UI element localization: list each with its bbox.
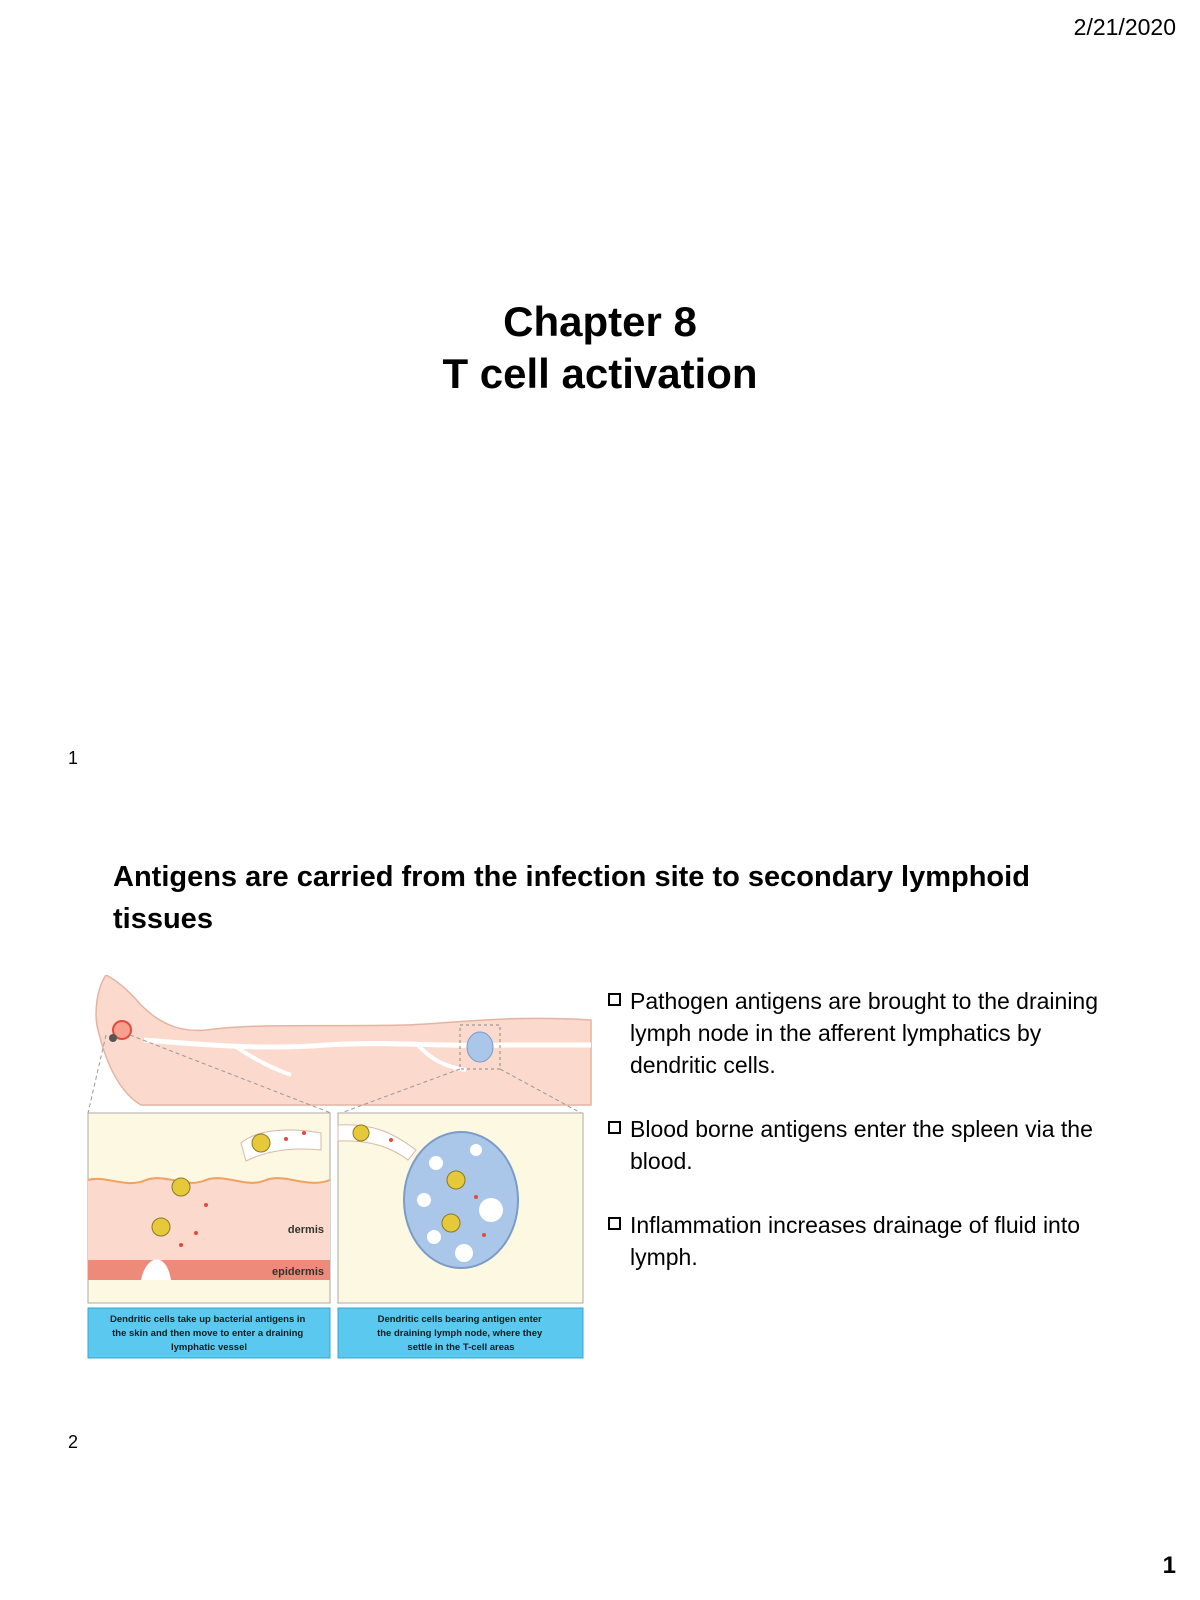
bullet-list [608, 985, 1108, 1305]
bullet-text: Pathogen antigens are brought to the draining lymph node in the afferent lymphatics by dendritic cells. [630, 988, 1099, 1078]
bullet-item [608, 1113, 1108, 1177]
caption-left-line: lymphatic vessel [170, 1342, 248, 1353]
lymph-node-small-icon [467, 1032, 493, 1062]
slide2-title: Antigens are carried from the infection site to secondary lymphoid tissues [113, 861, 1030, 935]
label-epidermis: epidermis [272, 1266, 324, 1278]
bullet-item [608, 985, 1108, 1081]
label-dermis: dermis [287, 1224, 324, 1236]
slide1-title [0, 296, 1200, 400]
lymph-drainage-figure [86, 975, 596, 1390]
bullet-item [608, 1209, 1108, 1273]
bullet-text: Inflammation increases drainage of fluid into lymph. [630, 1212, 1081, 1270]
slide1-title-line2: T cell activation [442, 350, 758, 397]
checkbox-bullet-icon [608, 1121, 621, 1134]
slide2-number: 2 [68, 1432, 79, 1452]
checkbox-bullet-icon [608, 993, 621, 1006]
caption-left-line: Dendritic cells take up bacterial antigens in [110, 1314, 306, 1325]
bullet-text: Blood borne antigens enter the spleen via the blood. [630, 1116, 1093, 1174]
caption-right-line: the draining lymph node, where they [377, 1328, 543, 1339]
header-date: 2/21/2020 [1073, 14, 1176, 40]
caption-left-line: the skin and then move to enter a draining [112, 1328, 304, 1339]
caption-right-line: settle in the T-cell areas [407, 1342, 515, 1353]
page-number: 1 [1162, 1552, 1176, 1579]
slide1-title-line1: Chapter 8 [503, 298, 697, 345]
caption-right-line: Dendritic cells bearing antigen enter [377, 1314, 542, 1325]
slide1-number: 1 [68, 748, 79, 768]
checkbox-bullet-icon [608, 1217, 621, 1230]
